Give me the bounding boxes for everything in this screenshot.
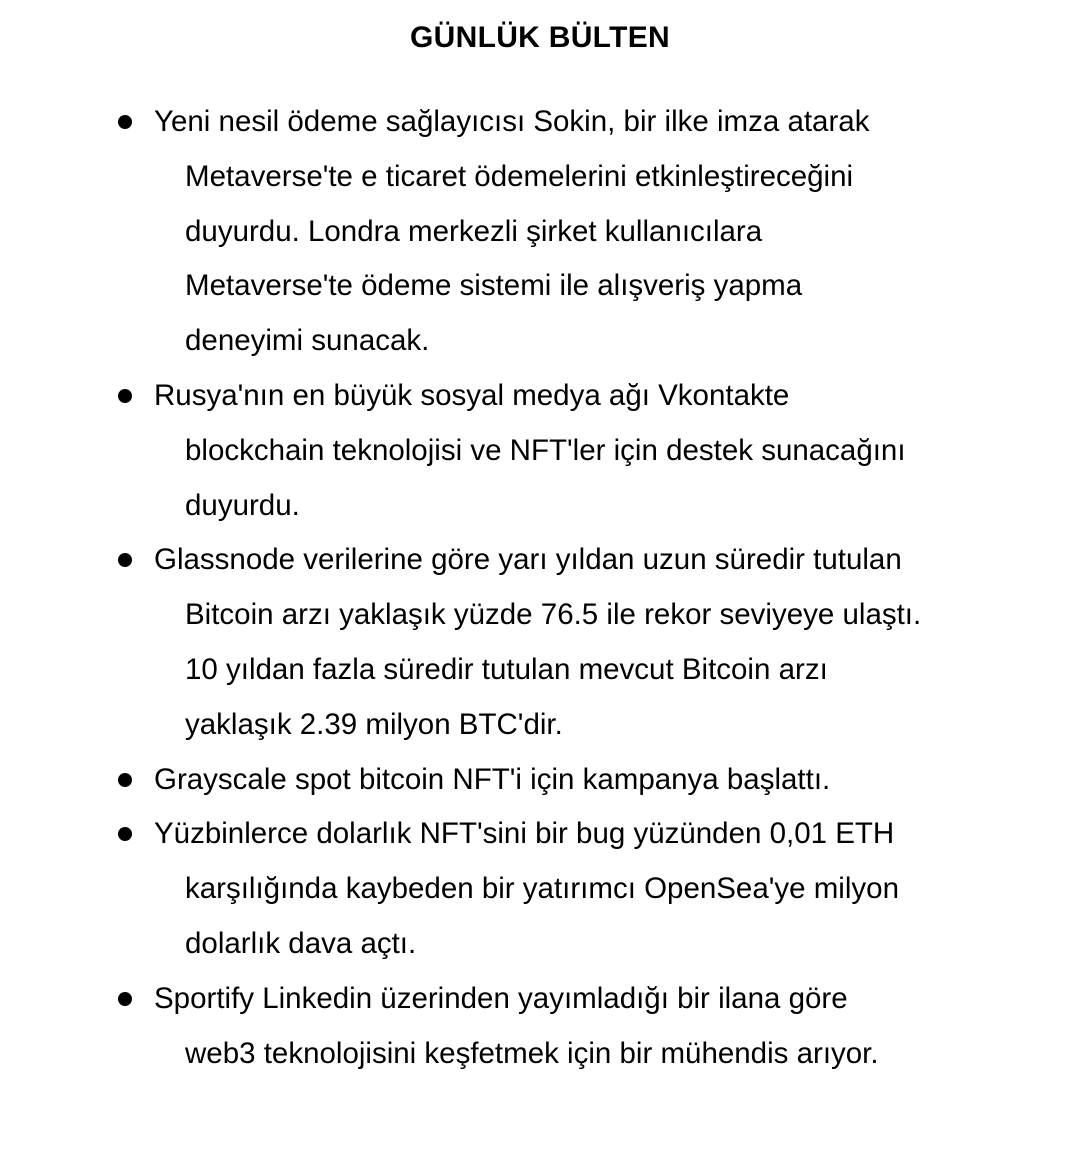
news-line: blockchain teknolojisi ve NFT'ler için destek sunacağını [185,433,906,467]
news-line: Bitcoin arzı yaklaşık yüzde 76.5 ile rekor seviyeye ulaştı. [185,598,922,632]
news-line: duyurdu. Londra merkezli şirket kullanıcılara [185,214,763,248]
news-line: dolarlık dava açtı. [185,926,417,960]
news-line: deneyimi sunacak. [185,324,430,358]
bullet-icon [118,115,132,129]
news-line: Yeni nesil ödeme sağlayıcısı Sokin, bir ilke imza atarak [154,105,870,138]
news-line: Grayscale spot bitcoin NFT'i için kampanya başlattı. [154,762,831,796]
news-line: Sportify Linkedin üzerinden yayımladığı bir ilana göre [154,981,848,1015]
news-line: web3 teknolojisini keşfetmek için bir mühendis arıyor. [185,1036,879,1070]
news-line: Yüzbinlerce dolarlık NFT'sini bir bug yüzünden 0,01 ETH [154,817,895,851]
news-line: Metaverse'te e ticaret ödemelerini etkinleştireceğini [185,159,854,193]
news-line: karşılığında kaybeden bir yatırımcı OpenSea'ye milyon [185,872,899,906]
bullet-icon [118,773,132,787]
bullet-icon [118,553,132,567]
news-item [114,972,1014,1082]
news-item [114,533,1014,752]
news-line: Glassnode verilerine göre yarı yıldan uzun süredir tutulan [154,543,902,577]
news-item [114,95,1014,369]
bullet-icon [118,827,132,841]
bulletin-title: GÜNLÜK BÜLTEN [410,21,670,54]
news-line: duyurdu. [185,488,300,522]
news-list [114,95,1014,1081]
news-line: Rusya'nın en büyük sosyal medya ağı Vkontakte [154,378,790,412]
news-item [114,753,1014,808]
bullet-icon [118,389,132,403]
news-line: yaklaşık 2.39 milyon BTC'dir. [185,707,563,741]
bullet-icon [118,992,132,1006]
news-item [114,369,1014,533]
news-line: 10 yıldan fazla süredir tutulan mevcut Bitcoin arzı [185,652,828,686]
news-item [114,807,1014,971]
news-line: Metaverse'te ödeme sistemi ile alışveriş yapma [185,269,803,303]
